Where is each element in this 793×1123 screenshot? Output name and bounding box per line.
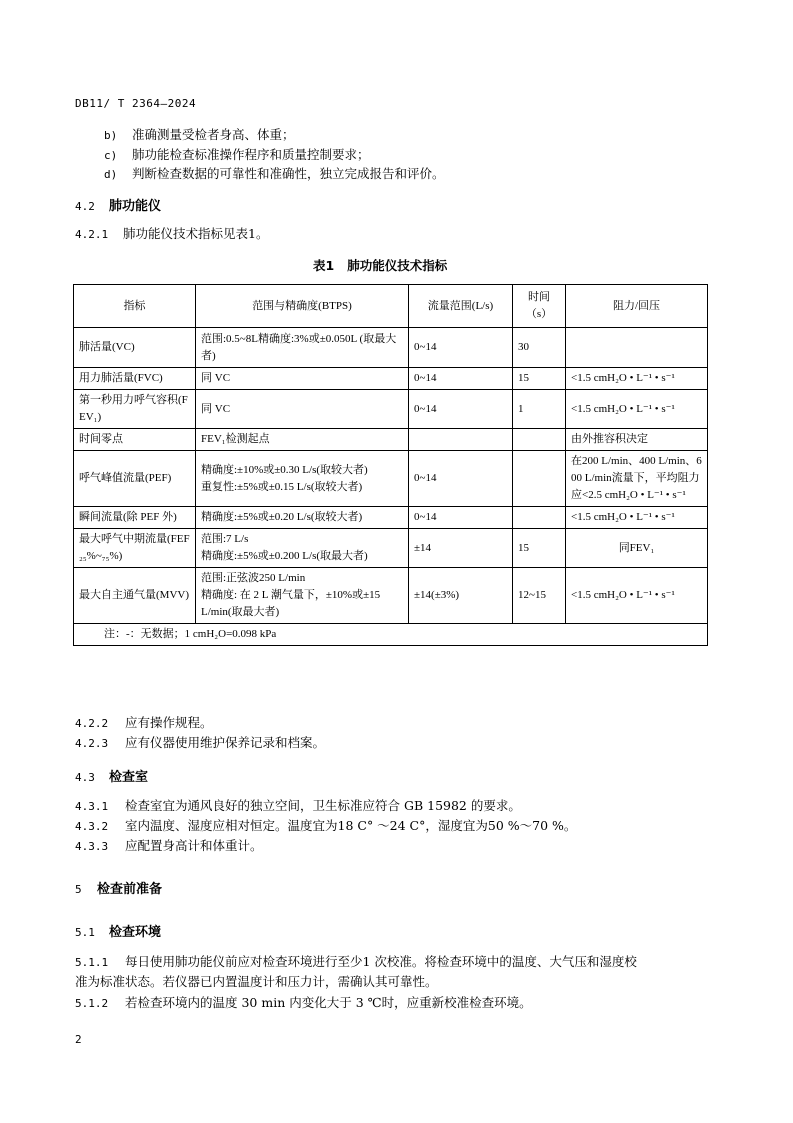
clause-4-3-1 [75, 796, 521, 814]
clause-4-3-3 [75, 836, 263, 854]
cell-resistance: 同FEV₁ [566, 529, 708, 568]
clause-number: 4.3.1 [75, 800, 109, 813]
cell-range: 精确度:±5%或±0.20 L/s(取较大者) [196, 507, 409, 529]
header-flow: 流量范围(L/s) [409, 285, 513, 328]
table-caption-title: 肺功能仪技术指标 [347, 258, 448, 273]
list-mark: c) [104, 149, 118, 162]
header-time: 时间 （s） [513, 285, 566, 328]
cell-range: 范围:0.5~8L精确度:3%或±0.050L (取最大者) [196, 328, 409, 368]
clause-number: 5.1.1 [75, 956, 109, 969]
clause-5-1-2 [75, 993, 532, 1011]
list-item [104, 164, 445, 182]
cell-range: FEV₁检测起点 [196, 429, 409, 451]
cell-range: 精确度:±10%或±0.30 L/s(取较大者) 重复性:±5%或±0.15 L/s(取较大者) [196, 451, 409, 507]
cell-indicator: 最大自主通气量(MVV) [74, 568, 196, 624]
clause-text: 应配置身高计和体重计。 [125, 838, 263, 853]
clause-number: 4.2.3 [75, 737, 109, 750]
header-resistance: 阻力/回压 [566, 285, 708, 328]
clause-4-2-1 [75, 224, 268, 242]
list-text: 肺功能检查标准操作程序和质量控制要求； [132, 147, 370, 162]
cell-resistance: <1.5 cmH₂O • L⁻¹ • s⁻¹ [566, 368, 708, 390]
cell-time: 1 [513, 390, 566, 429]
clause-text: 应有操作规程。 [125, 715, 213, 730]
list-mark: b) [104, 129, 118, 142]
section-title: 检查室 [109, 770, 149, 785]
cell-range: 范围:正弦波250 L/min 精确度: 在 2 L 潮气量下，±10%或±15 L/min(取最大者) [196, 568, 409, 624]
section-title: 检查环境 [109, 925, 162, 940]
cell-resistance: 由外推容积决定 [566, 429, 708, 451]
table-row [74, 529, 708, 568]
clause-text: 肺功能仪技术指标见表1。 [123, 226, 269, 241]
section-heading-5 [75, 878, 162, 897]
cell-flow: ±14 [409, 529, 513, 568]
list-text: 准确测量受检者身高、体重； [132, 127, 295, 142]
cell-flow: 0~14 [409, 451, 513, 507]
cell-indicator: 肺活量(VC) [74, 328, 196, 368]
cell-flow: ±14(±3%) [409, 568, 513, 624]
table-row [74, 429, 708, 451]
clause-number: 4.2.2 [75, 717, 109, 730]
cell-range: 范围:7 L/s 精确度:±5%或±0.200 L/s(取最大者) [196, 529, 409, 568]
table-row [74, 328, 708, 368]
cell-time [513, 507, 566, 529]
clause-text: 若检查环境内的温度 30 min 内变化大于 3 ℃时，应重新校准检查环境。 [125, 995, 532, 1010]
table-note-row [74, 624, 708, 646]
cell-indicator: 呼气峰值流量(PEF) [74, 451, 196, 507]
clause-4-2-2 [75, 713, 213, 731]
cell-resistance: 在200 L/min、400 L/min、600 L/min流量下，平均阻力应<2.5 cmH₂O • L⁻¹ • s⁻¹ [566, 451, 708, 507]
table-caption [313, 256, 447, 274]
table-row [74, 507, 708, 529]
cell-time: 30 [513, 328, 566, 368]
cell-time: 12~15 [513, 568, 566, 624]
cell-flow: 0~14 [409, 507, 513, 529]
list-text: 判断检查数据的可靠性和准确性，独立完成报告和评价。 [132, 166, 445, 181]
section-number: 5 [75, 883, 82, 896]
page-number: 2 [75, 1033, 83, 1046]
header-indicator: 指标 [74, 285, 196, 328]
standard-number: DB11/ T 2364—2024 [75, 97, 197, 110]
clause-text: 每日使用肺功能仪前应对检查环境进行至少1 次校准。将检查环境中的温度、大气压和湿度校 [125, 954, 637, 969]
cell-indicator: 用力肺活量(FVC) [74, 368, 196, 390]
clause-number: 4.3.2 [75, 820, 109, 833]
cell-indicator: 时间零点 [74, 429, 196, 451]
clause-text: 应有仪器使用维护保养记录和档案。 [125, 735, 326, 750]
header-range: 范围与精确度(BTPS) [196, 285, 409, 328]
clause-number: 4.3.3 [75, 840, 109, 853]
section-heading-5-1 [75, 921, 161, 940]
table-header-row [74, 285, 708, 328]
list-mark: d) [104, 168, 118, 181]
list-item [104, 125, 295, 143]
clause-text: 检查室宜为通风良好的独立空间，卫生标准应符合 GB 15982 的要求。 [125, 798, 521, 813]
cell-time: 15 [513, 529, 566, 568]
cell-time [513, 451, 566, 507]
cell-indicator: 瞬间流量(除 PEF 外) [74, 507, 196, 529]
section-number: 5.1 [75, 926, 95, 939]
section-heading-4-3 [75, 766, 148, 785]
clause-number: 5.1.2 [75, 997, 109, 1010]
section-number: 4.3 [75, 771, 95, 784]
cell-range: 同 VC [196, 368, 409, 390]
section-heading-4-2 [75, 195, 161, 214]
spec-table [73, 284, 708, 646]
cell-flow: 0~14 [409, 328, 513, 368]
clause-4-2-3 [75, 733, 325, 751]
cell-time [513, 429, 566, 451]
list-item [104, 145, 370, 163]
cell-indicator: 最大呼气中期流量(FEF₂₅%~₇₅%) [74, 529, 196, 568]
table-row [74, 390, 708, 429]
section-number: 4.2 [75, 200, 95, 213]
clause-number: 4.2.1 [75, 228, 109, 241]
section-title: 肺功能仪 [109, 199, 162, 214]
cell-resistance: <1.5 cmH₂O • L⁻¹ • s⁻¹ [566, 568, 708, 624]
cell-resistance [566, 328, 708, 368]
cell-flow: 0~14 [409, 390, 513, 429]
cell-indicator: 第一秒用力呼气容积(FEV₁) [74, 390, 196, 429]
cell-resistance: <1.5 cmH₂O • L⁻¹ • s⁻¹ [566, 390, 708, 429]
clause-5-1-1-continued: 准为标准状态。若仪器已内置温度计和压力计，需确认其可靠性。 [75, 974, 438, 989]
table-row [74, 368, 708, 390]
clause-text: 室内温度、湿度应相对恒定。温度宜为18 C° ～24 C°，湿度宜为50 %～70 %。 [125, 818, 577, 833]
table-note: 注：-：无数据；1 cmH₂O=0.098 kPa [74, 624, 708, 646]
cell-range: 同 VC [196, 390, 409, 429]
section-title: 检查前准备 [97, 882, 163, 897]
table-row [74, 568, 708, 624]
clause-4-3-2 [75, 816, 576, 834]
table-row [74, 451, 708, 507]
cell-flow [409, 429, 513, 451]
cell-time: 15 [513, 368, 566, 390]
cell-flow: 0~14 [409, 368, 513, 390]
cell-resistance: <1.5 cmH₂O • L⁻¹ • s⁻¹ [566, 507, 708, 529]
clause-5-1-1 [75, 952, 637, 970]
table-caption-prefix: 表1 [313, 258, 335, 273]
